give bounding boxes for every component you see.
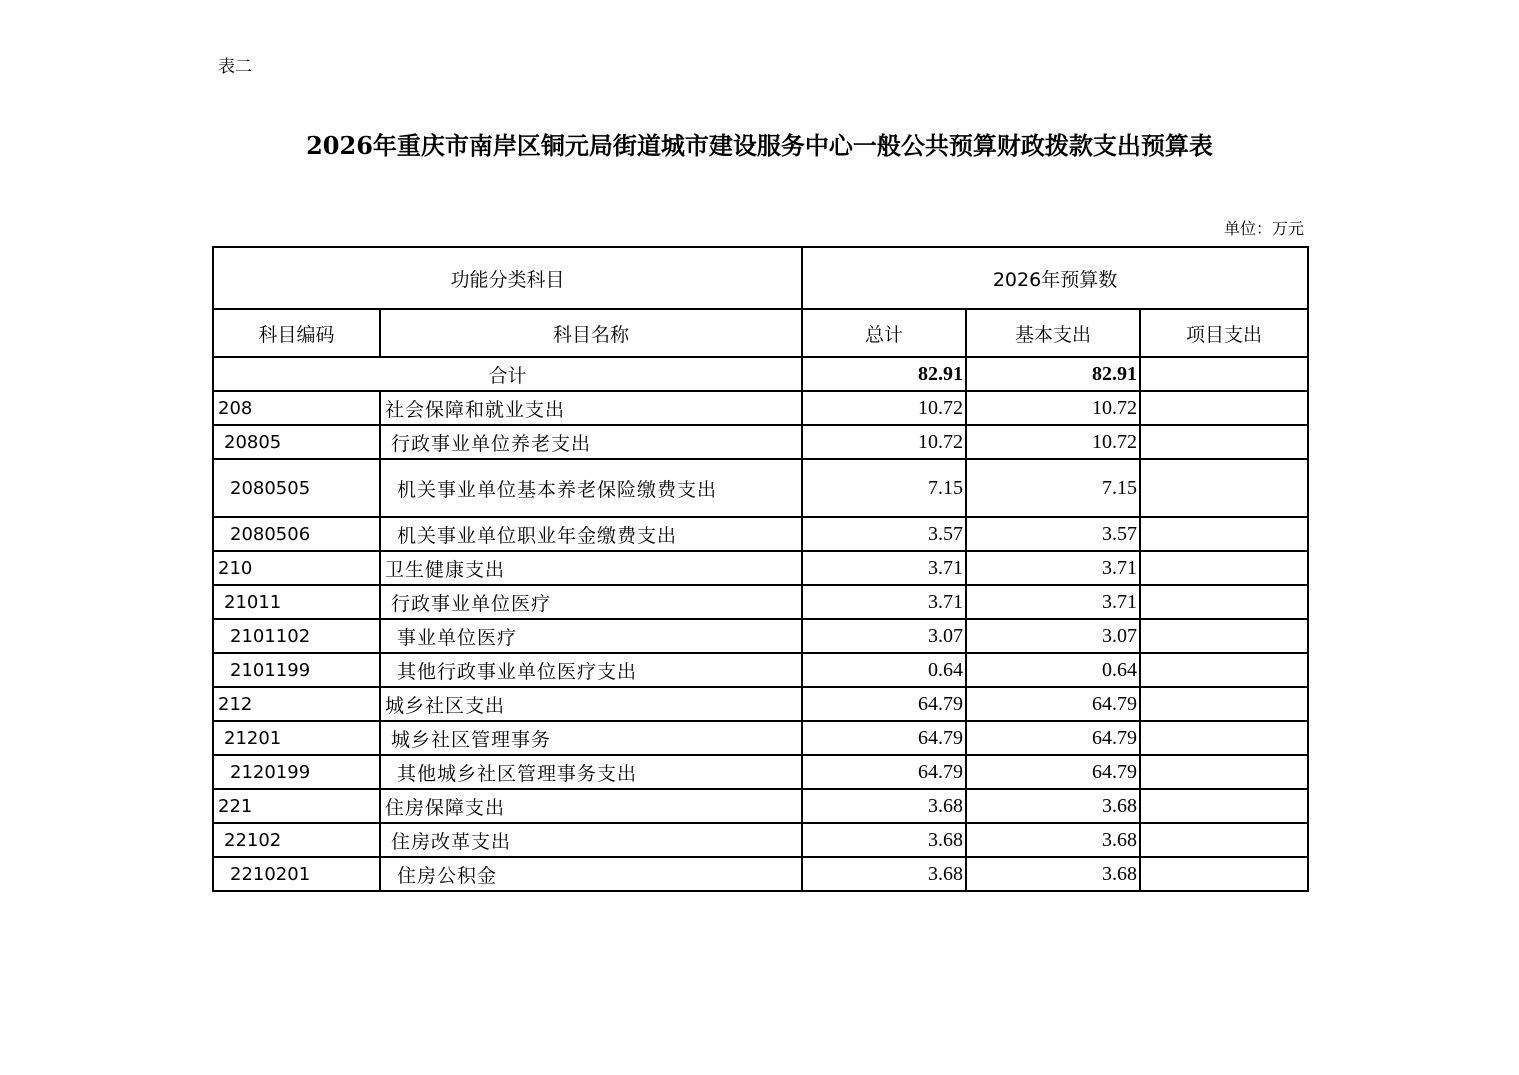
table-row	[213, 585, 1308, 619]
row-total: 64.79	[802, 687, 966, 721]
row-basic: 3.68	[966, 857, 1140, 891]
row-project	[1140, 653, 1308, 687]
total-sum: 82.91	[802, 357, 966, 391]
row-basic: 3.71	[966, 585, 1140, 619]
row-basic: 3.68	[966, 823, 1140, 857]
table-row	[213, 551, 1308, 585]
table-row	[213, 755, 1308, 789]
row-project	[1140, 857, 1308, 891]
row-code: 2120199	[213, 755, 380, 789]
row-total: 3.68	[802, 823, 966, 857]
row-project	[1140, 619, 1308, 653]
total-basic: 82.91	[966, 357, 1140, 391]
row-code: 221	[213, 789, 380, 823]
table-row	[213, 391, 1308, 425]
table-row	[213, 459, 1308, 517]
row-code: 2101102	[213, 619, 380, 653]
row-project	[1140, 459, 1308, 517]
header-total: 总计	[802, 309, 966, 357]
header-basic: 基本支出	[966, 309, 1140, 357]
row-total: 7.15	[802, 459, 966, 517]
row-name: 住房改革支出	[380, 823, 802, 857]
row-project	[1140, 755, 1308, 789]
row-name: 行政事业单位养老支出	[380, 425, 802, 459]
row-basic: 3.68	[966, 789, 1140, 823]
row-project	[1140, 551, 1308, 585]
header-name: 科目名称	[380, 309, 802, 357]
row-name: 社会保障和就业支出	[380, 391, 802, 425]
table-row	[213, 425, 1308, 459]
total-row	[213, 357, 1308, 391]
table-row	[213, 653, 1308, 687]
row-total: 3.57	[802, 517, 966, 551]
row-basic: 3.71	[966, 551, 1140, 585]
table-row	[213, 517, 1308, 551]
row-code: 21011	[213, 585, 380, 619]
row-basic: 10.72	[966, 425, 1140, 459]
row-code: 20805	[213, 425, 380, 459]
row-code: 208	[213, 391, 380, 425]
row-name: 其他城乡社区管理事务支出	[380, 755, 802, 789]
header-code: 科目编码	[213, 309, 380, 357]
header-budget: 2026年预算数	[802, 247, 1308, 309]
unit-label: 单位：万元	[1223, 219, 1304, 238]
page-title: 2026年重庆市南岸区铜元局街道城市建设服务中心一般公共预算财政拨款支出预算表	[306, 131, 1213, 160]
row-project	[1140, 425, 1308, 459]
row-total: 64.79	[802, 721, 966, 755]
row-project	[1140, 721, 1308, 755]
row-code: 2080505	[213, 459, 380, 517]
table-row	[213, 823, 1308, 857]
row-name: 卫生健康支出	[380, 551, 802, 585]
row-project	[1140, 823, 1308, 857]
row-code: 21201	[213, 721, 380, 755]
row-basic: 7.15	[966, 459, 1140, 517]
row-project	[1140, 391, 1308, 425]
header-project: 项目支出	[1140, 309, 1308, 357]
row-name: 行政事业单位医疗	[380, 585, 802, 619]
header-function-category: 功能分类科目	[213, 247, 802, 309]
table-row	[213, 721, 1308, 755]
row-basic: 3.57	[966, 517, 1140, 551]
row-project	[1140, 517, 1308, 551]
row-code: 2080506	[213, 517, 380, 551]
row-basic: 10.72	[966, 391, 1140, 425]
row-total: 64.79	[802, 755, 966, 789]
total-project	[1140, 357, 1308, 391]
table-row	[213, 687, 1308, 721]
row-total: 3.71	[802, 551, 966, 585]
row-basic: 0.64	[966, 653, 1140, 687]
row-name: 机关事业单位职业年金缴费支出	[380, 517, 802, 551]
row-name: 城乡社区管理事务	[380, 721, 802, 755]
budget-table	[212, 246, 1309, 892]
row-code: 22102	[213, 823, 380, 857]
table-number-label: 表二	[218, 57, 252, 77]
row-total: 3.68	[802, 789, 966, 823]
total-label: 合计	[213, 357, 802, 391]
row-basic: 3.07	[966, 619, 1140, 653]
row-code: 2101199	[213, 653, 380, 687]
row-code: 2210201	[213, 857, 380, 891]
row-name: 事业单位医疗	[380, 619, 802, 653]
row-basic: 64.79	[966, 721, 1140, 755]
row-project	[1140, 585, 1308, 619]
row-total: 3.07	[802, 619, 966, 653]
table-row	[213, 619, 1308, 653]
row-code: 212	[213, 687, 380, 721]
row-total: 3.71	[802, 585, 966, 619]
row-name: 其他行政事业单位医疗支出	[380, 653, 802, 687]
table-row	[213, 789, 1308, 823]
row-project	[1140, 687, 1308, 721]
row-project	[1140, 789, 1308, 823]
row-basic: 64.79	[966, 755, 1140, 789]
row-code: 210	[213, 551, 380, 585]
row-name: 住房公积金	[380, 857, 802, 891]
row-basic: 64.79	[966, 687, 1140, 721]
row-name: 住房保障支出	[380, 789, 802, 823]
row-total: 3.68	[802, 857, 966, 891]
row-name: 机关事业单位基本养老保险缴费支出	[380, 459, 802, 517]
table-row	[213, 857, 1308, 891]
row-total: 10.72	[802, 391, 966, 425]
row-name: 城乡社区支出	[380, 687, 802, 721]
row-total: 0.64	[802, 653, 966, 687]
row-total: 10.72	[802, 425, 966, 459]
